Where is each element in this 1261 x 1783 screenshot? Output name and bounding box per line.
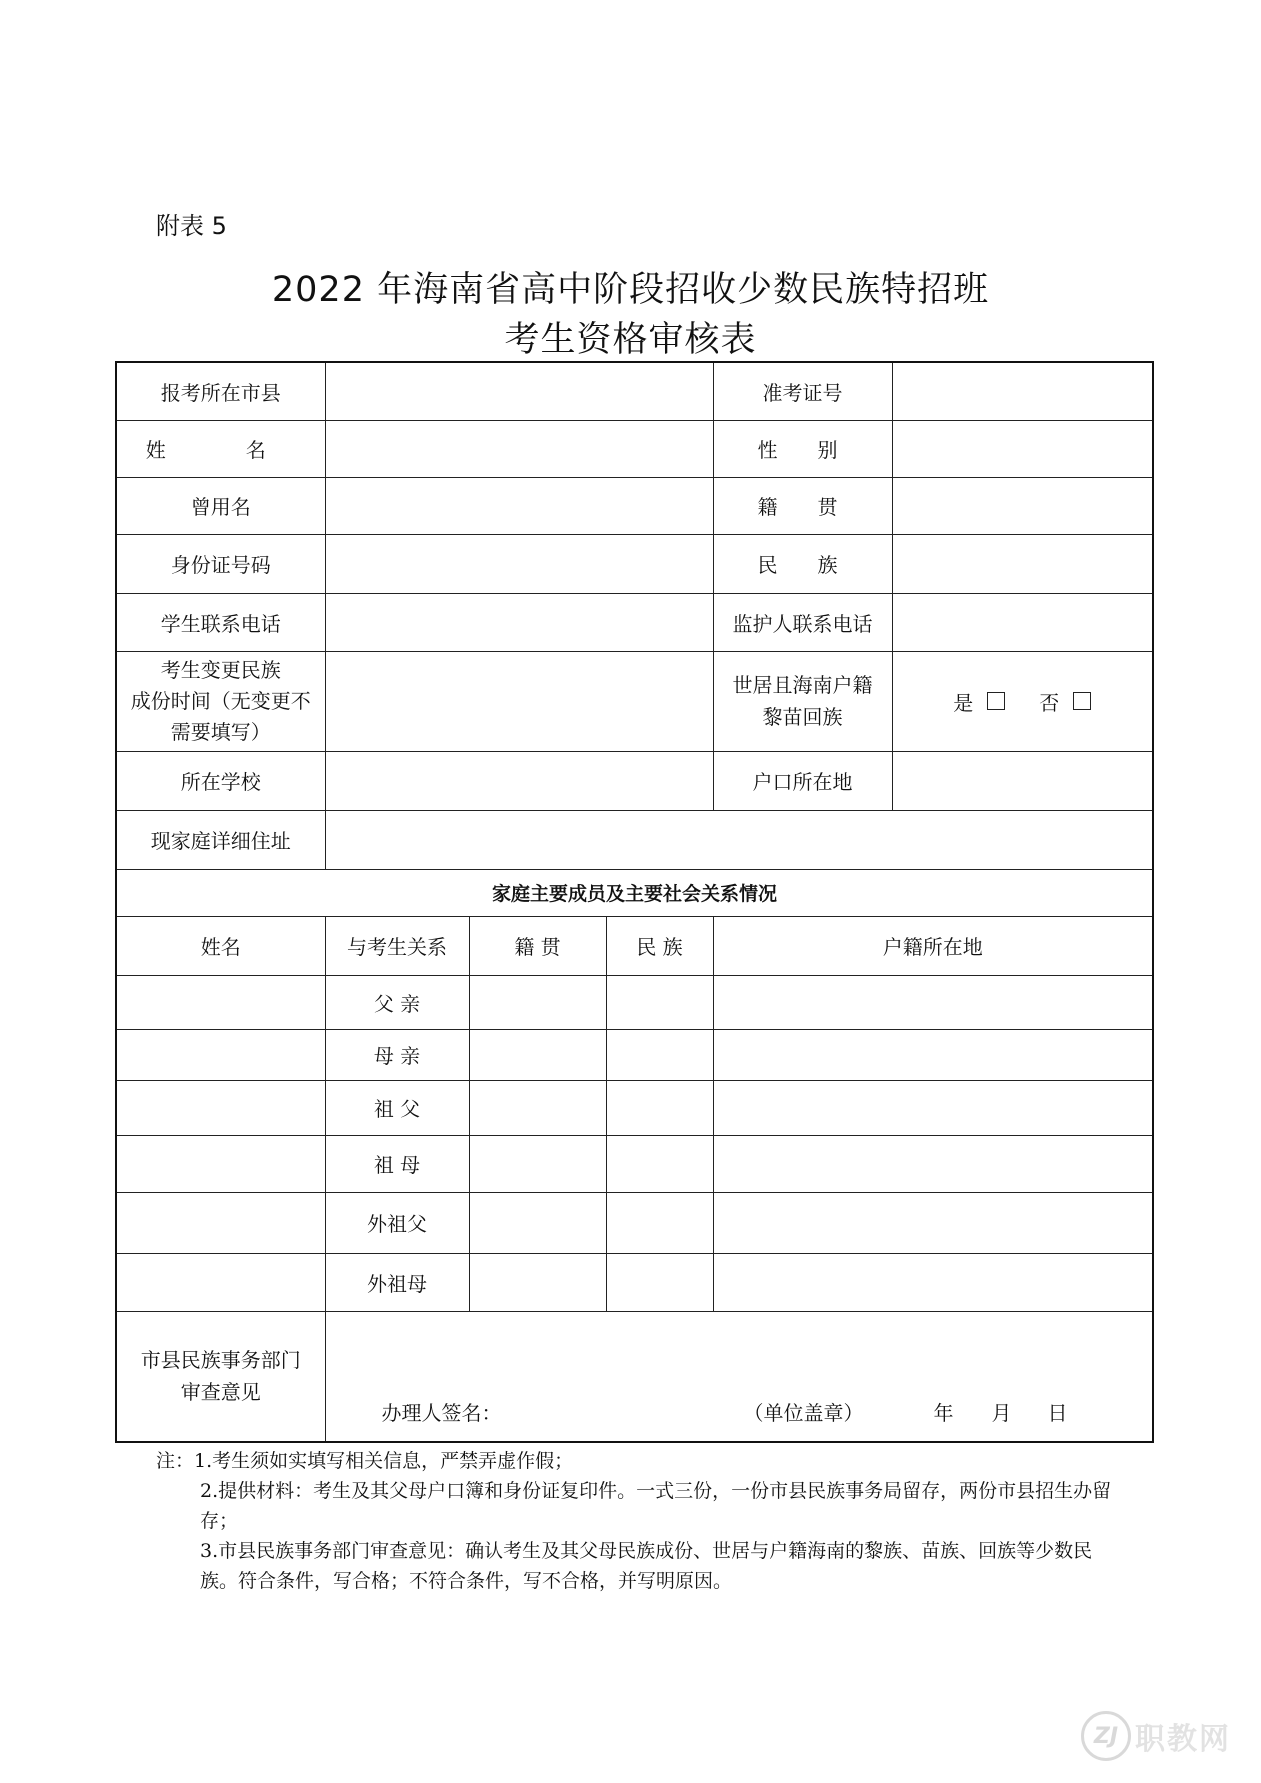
family-relation-cell: 母 亲 xyxy=(325,1029,469,1080)
label-name: 姓 名 xyxy=(116,420,325,477)
family-relation-cell: 祖 母 xyxy=(325,1135,469,1192)
watermark xyxy=(1081,1711,1231,1761)
family-row xyxy=(116,1135,1153,1192)
field-id-number[interactable] xyxy=(325,534,713,593)
signer-label: 办理人签名： xyxy=(381,1401,502,1425)
label-household-place: 户口所在地 xyxy=(713,751,892,810)
label-native-place: 籍 贯 xyxy=(713,477,892,534)
family-header-ethnicity: 民 族 xyxy=(606,916,713,975)
seal-label: （单位盖章） xyxy=(743,1401,864,1425)
no-checkbox[interactable] xyxy=(1073,692,1091,710)
field-former-name[interactable] xyxy=(325,477,713,534)
label-former-name: 曾用名 xyxy=(116,477,325,534)
family-name-cell[interactable] xyxy=(116,1253,325,1311)
family-name-cell[interactable] xyxy=(116,1192,325,1253)
month-label: 月 xyxy=(991,1401,1012,1425)
family-native-cell[interactable] xyxy=(469,975,606,1029)
family-header-name: 姓名 xyxy=(116,916,325,975)
no-label: 否 xyxy=(1039,690,1060,715)
family-household-cell[interactable] xyxy=(713,975,1153,1029)
family-header-native-place: 籍 贯 xyxy=(469,916,606,975)
watermark-logo-icon: ZJ xyxy=(1081,1711,1131,1761)
label-hainan-resident-line1: 世居且海南户籍 xyxy=(732,673,873,697)
notes xyxy=(156,1446,1116,1596)
family-relation-cell: 祖 父 xyxy=(325,1080,469,1135)
note-2: 2.提供材料：考生及其父母户口簿和身份证复印件。一式三份，一份市县民族事务局留存，两份市县招生办留存； xyxy=(200,1480,1112,1532)
option-no[interactable] xyxy=(1039,687,1091,716)
family-household-cell[interactable] xyxy=(713,1080,1153,1135)
field-review-opinion[interactable] xyxy=(325,1311,1153,1442)
annex-label: 附表 5 xyxy=(156,212,227,240)
field-native-place[interactable] xyxy=(892,477,1153,534)
watermark-text: 职教网 xyxy=(1135,1722,1231,1757)
label-ethnic-change-line2: 成份时间（无变更不 xyxy=(130,688,311,713)
label-hainan-resident-line2: 黎苗回族 xyxy=(762,705,843,729)
family-relation-cell: 父 亲 xyxy=(325,975,469,1029)
family-ethnicity-cell[interactable] xyxy=(606,1080,713,1135)
family-household-cell[interactable] xyxy=(713,1253,1153,1311)
family-native-cell[interactable] xyxy=(469,1029,606,1080)
label-exam-county: 报考所在市县 xyxy=(116,362,325,420)
family-relation-cell: 外祖母 xyxy=(325,1253,469,1311)
label-review-line1: 市县民族事务部门 xyxy=(140,1348,301,1373)
family-ethnicity-cell[interactable] xyxy=(606,1135,713,1192)
family-name-cell[interactable] xyxy=(116,1029,325,1080)
family-header-relation: 与考生关系 xyxy=(325,916,469,975)
note-3: 3.市县民族事务部门审查意见：确认考生及其父母民族成份、世居与户籍海南的黎族、苗族、回族等少数民族。符合条件，写合格；不符合条件，写不合格，并写明原因。 xyxy=(200,1540,1093,1592)
label-id-number: 身份证号码 xyxy=(116,534,325,593)
family-row xyxy=(116,1253,1153,1311)
family-ethnicity-cell[interactable] xyxy=(606,1192,713,1253)
family-ethnicity-cell[interactable] xyxy=(606,1253,713,1311)
field-student-phone[interactable] xyxy=(325,593,713,651)
family-native-cell[interactable] xyxy=(469,1192,606,1253)
family-ethnicity-cell[interactable] xyxy=(606,975,713,1029)
label-ethnic-change-line1: 考生变更民族 xyxy=(160,657,281,682)
family-native-cell[interactable] xyxy=(469,1080,606,1135)
field-hainan-resident xyxy=(892,651,1153,751)
family-row xyxy=(116,1029,1153,1080)
label-student-phone: 学生联系电话 xyxy=(116,593,325,651)
field-ethnicity[interactable] xyxy=(892,534,1153,593)
label-school: 所在学校 xyxy=(116,751,325,810)
family-row xyxy=(116,1080,1153,1135)
field-exam-county[interactable] xyxy=(325,362,713,420)
label-review-opinion xyxy=(116,1311,325,1442)
field-name[interactable] xyxy=(325,420,713,477)
family-household-cell[interactable] xyxy=(713,1029,1153,1080)
family-household-cell[interactable] xyxy=(713,1135,1153,1192)
family-name-cell[interactable] xyxy=(116,1080,325,1135)
family-row xyxy=(116,1192,1153,1253)
family-name-cell[interactable] xyxy=(116,1135,325,1192)
family-row xyxy=(116,975,1153,1029)
document-subtitle: 考生资格审核表 xyxy=(504,320,757,360)
qualification-form xyxy=(115,361,1154,1443)
field-home-address[interactable] xyxy=(325,810,1153,869)
field-ethnic-change[interactable] xyxy=(325,651,713,751)
option-yes[interactable] xyxy=(953,687,1005,716)
field-household-place[interactable] xyxy=(892,751,1153,810)
label-ethnicity: 民 族 xyxy=(713,534,892,593)
field-admission-no[interactable] xyxy=(892,362,1153,420)
family-section-title: 家庭主要成员及主要社会关系情况 xyxy=(116,869,1153,916)
label-hainan-resident xyxy=(713,651,892,751)
label-home-address: 现家庭详细住址 xyxy=(116,810,325,869)
label-ethnic-change xyxy=(116,651,325,751)
family-ethnicity-cell[interactable] xyxy=(606,1029,713,1080)
label-admission-no: 准考证号 xyxy=(713,362,892,420)
label-review-line2: 审查意见 xyxy=(180,1380,261,1405)
label-ethnic-change-line3: 需要填写） xyxy=(170,719,271,744)
day-label: 日 xyxy=(1047,1401,1068,1425)
field-guardian-phone[interactable] xyxy=(892,593,1153,651)
family-header-household: 户籍所在地 xyxy=(713,916,1153,975)
year-label: 年 xyxy=(933,1401,954,1425)
family-relation-cell: 外祖父 xyxy=(325,1192,469,1253)
family-name-cell[interactable] xyxy=(116,975,325,1029)
signature-line xyxy=(326,1397,1153,1425)
note-1: 注：1.考生须如实填写相关信息，严禁弄虚作假； xyxy=(156,1450,574,1472)
document-title: 2022 年海南省高中阶段招收少数民族特招班 xyxy=(271,270,990,310)
yes-checkbox[interactable] xyxy=(987,692,1005,710)
field-gender[interactable] xyxy=(892,420,1153,477)
yes-label: 是 xyxy=(953,690,974,715)
family-household-cell[interactable] xyxy=(713,1192,1153,1253)
label-gender: 性 别 xyxy=(713,420,892,477)
family-native-cell[interactable] xyxy=(469,1135,606,1192)
label-guardian-phone: 监护人联系电话 xyxy=(713,593,892,651)
family-native-cell[interactable] xyxy=(469,1253,606,1311)
field-school[interactable] xyxy=(325,751,713,810)
